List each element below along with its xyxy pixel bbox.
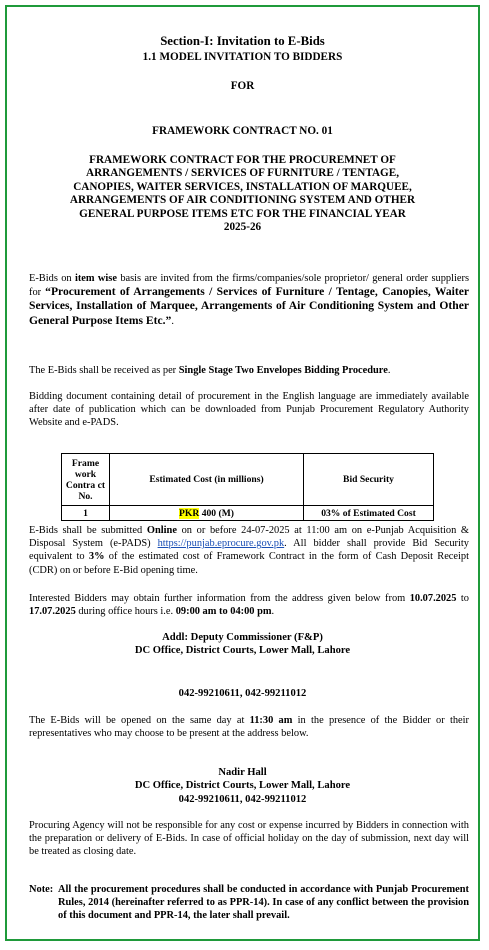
for-label: FOR: [230, 80, 255, 92]
table-header-cell: Frame work Contra ct No.: [62, 454, 110, 506]
address-line: DC Office, District Courts, Lower Mall, Lahore: [134, 780, 351, 792]
note-label: Note:: [29, 884, 54, 895]
information-paragraph: Interested Bidders may obtain further information from the address given below from 10.07.2025 to 17.07.2025 during office hours i.e. 09:00 am to 04:00 pm.: [29, 593, 469, 618]
responsibility-paragraph: Procuring Agency will not be responsible for any cost or expense incurred by Bidders in connection with the preparation or delivery of E-Bids. In case of official holiday on the day of submission, next day will be treated as closing date.: [29, 820, 469, 858]
bid-security-cell: 03% of Estimated Cost: [304, 506, 434, 521]
section-title: Section-I: Invitation to E-Bids: [160, 34, 325, 48]
invitation-paragraph: E-Bids on item wise basis are invited from the firms/companies/sole proprietor/ general order suppliers for “Procurement of Arrangements / Services of Furniture / Tentage, Canopies, Waiter Services, Installation of Marquee, Arrangements of Air Conditioning System and Other General Purpose Items Etc.”.: [29, 273, 469, 327]
note-text: All the procurement procedures shall be conducted in accordance with Punjab Procurement Rules, 2014 (hereinafter referred to as PPR-14). In case of any conflict between the provision of this document and PPR-14, the later shall prevail.: [58, 884, 469, 922]
contract-title-line: ARRANGEMENTS OF AIR CONDITIONING SYSTEM AND OTHER: [69, 194, 416, 207]
contract-title: [7, 154, 478, 234]
procedure-paragraph: The E-Bids shall be received as per Single Stage Two Envelopes Bidding Procedure.: [29, 365, 391, 376]
table-header-cell: Bid Security: [304, 454, 434, 506]
model-invitation-title: 1.1 MODEL INVITATION TO BIDDERS: [142, 51, 343, 63]
epads-link[interactable]: https://punjab.eprocure.gov.pk: [157, 538, 285, 550]
address-line: Nadir Hall: [218, 767, 267, 778]
opening-paragraph: The E-Bids will be opened on the same day at 11:30 am in the presence of the Bidder or their representatives who may choose to be present at the address below.: [29, 715, 469, 740]
currency-highlight: PKR: [179, 507, 200, 519]
estimated-cost-cell: PKR 400 (M): [110, 506, 304, 521]
contract-title-line: 2025-26: [223, 221, 262, 234]
table-row: [62, 506, 434, 521]
table-header-row: [62, 454, 434, 506]
note-block: [29, 883, 469, 923]
phone-numbers: 042-99210611, 042-99211012: [178, 793, 307, 805]
contract-title-line: FRAMEWORK CONTRACT FOR THE PROCUREMNET OF: [89, 154, 396, 166]
contract-no-cell: 1: [62, 506, 110, 521]
address-block: [7, 631, 478, 658]
bidding-document-paragraph: Bidding document containing detail of procurement in the English language are immediately available after date of publication which can be downloaded from Punjab Procurement Regulatory Authority Website and e-PADS.: [29, 391, 469, 429]
contract-title-line: ARRANGEMENTS / SERVICES OF FURNITURE / TENTAGE,: [85, 167, 399, 180]
address-line: DC Office, District Courts, Lower Mall, Lahore: [134, 645, 351, 657]
opening-address-block: [7, 766, 478, 806]
phone-numbers: 042-99210611, 042-99211012: [178, 688, 307, 699]
address-line: Addl: Deputy Commissioner (F&P): [162, 632, 323, 643]
submission-paragraph: E-Bids shall be submitted Online on or before 24-07-2025 at 11:00 am on e-Punjab Acquisition & Disposal System (e-PADS) https://punjab.eprocure.gov.pk. All bidder shall provide Bid Security equivalent to 3% of the estimated cost of Framework Contract in the form of Cash Deposit Receipt (CDR) on or before E-Bid opening time.: [29, 525, 470, 576]
bid-table: [61, 453, 434, 521]
table-header-cell: Estimated Cost (in millions): [110, 454, 304, 506]
contract-title-line: CANOPIES, WAITER SERVICES, INSTALLATION OF MARQUEE,: [73, 180, 412, 193]
contract-number: FRAMEWORK CONTRACT NO. 01: [152, 125, 333, 137]
contract-title-line: GENERAL PURPOSE ITEMS ETC FOR THE FINANCIAL YEAR: [79, 207, 406, 220]
page-border-frame: [5, 5, 480, 941]
